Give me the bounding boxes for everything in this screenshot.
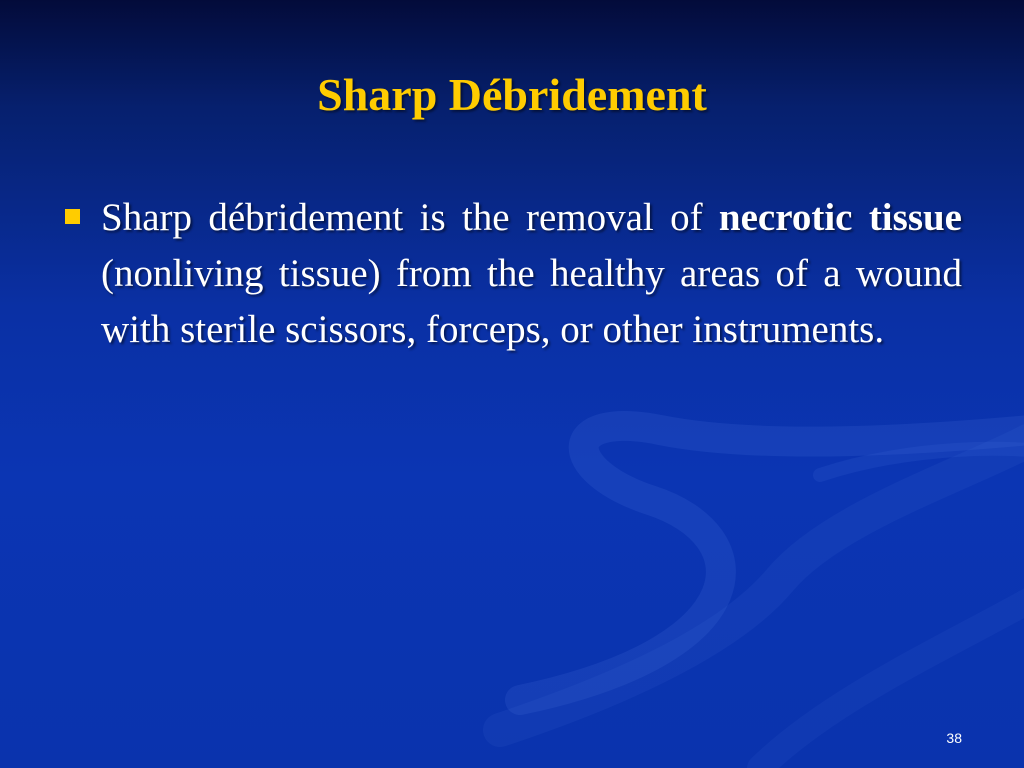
bullet-text: [101, 190, 962, 358]
page-number: 38: [946, 730, 962, 746]
bullet-text-bold: necrotic tissue: [718, 196, 962, 239]
bullet-text-part1: Sharp débridement is the removal of: [101, 196, 719, 239]
slide-title: Sharp Débridement: [317, 69, 707, 120]
square-bullet-icon: [65, 209, 80, 224]
bullet-text-part2: (nonliving tissue) from the healthy areas of a wound with sterile scissors, forceps, or other instruments.: [101, 252, 962, 351]
